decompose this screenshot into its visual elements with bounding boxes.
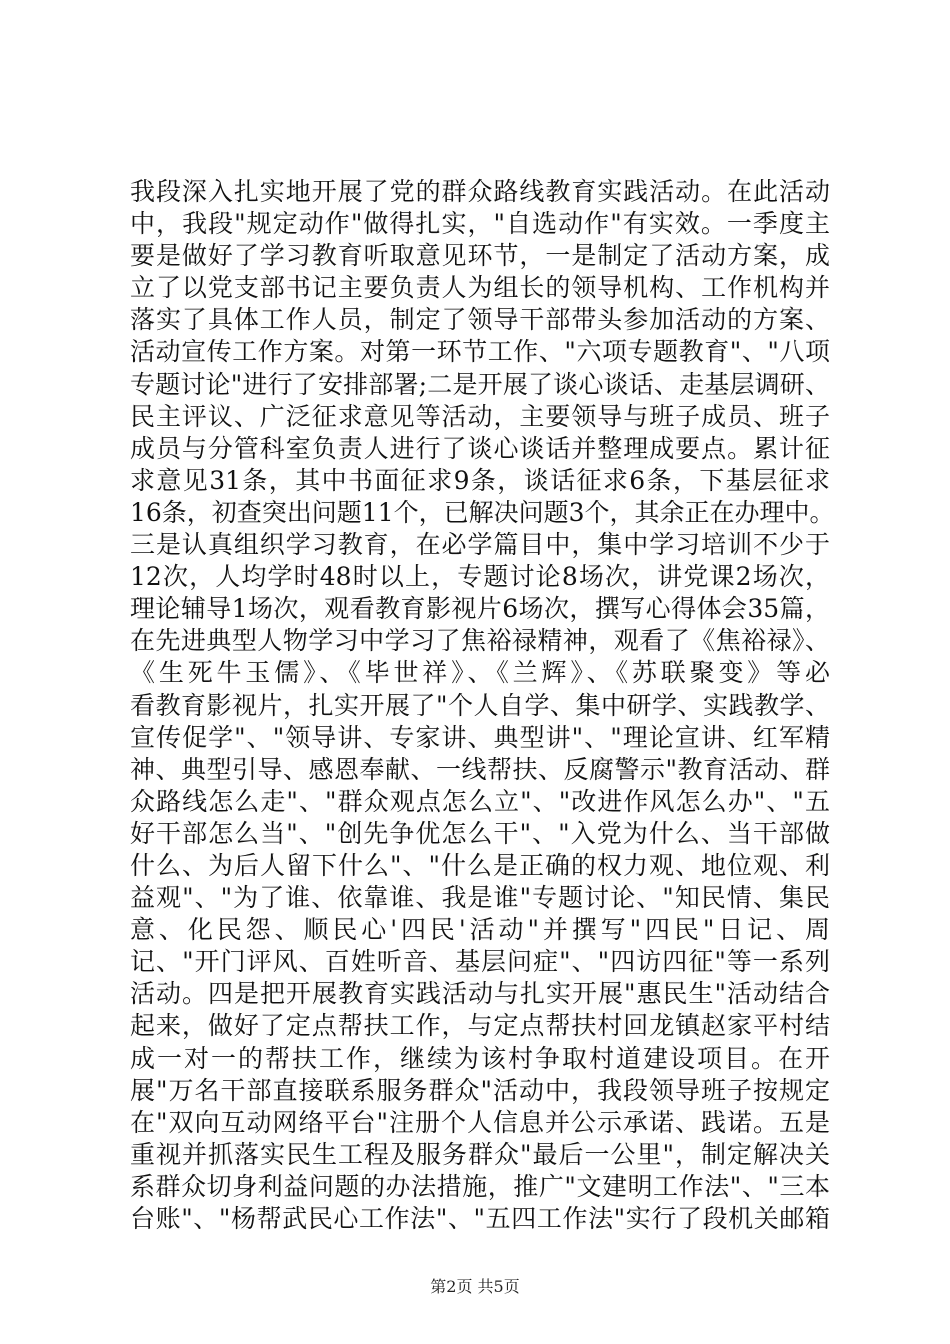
- text-line: 起来，做好了定点帮扶工作，与定点帮扶村回龙镇赵家平村结: [130, 1011, 830, 1041]
- text-line: 宣传促学"、"领导讲、专家讲、典型讲"、"理论宣讲、红军精: [130, 722, 830, 752]
- text-line: 益观"、"为了谁、依靠谁、我是谁"专题讨论、"知民情、集民: [130, 883, 830, 913]
- text-line: 16条，初查突出问题11个，已解决问题3个，其余正在办理中。: [130, 497, 835, 527]
- text-line: 台账"、"杨帮武民心工作法"、"五四工作法"实行了段机关邮箱: [130, 1204, 830, 1233]
- text-line: 《生死牛玉儒》、《毕世祥》、《兰辉》、《苏联聚变》等必: [130, 658, 830, 688]
- text-line: 专题讨论"进行了安排部署;二是开展了谈心谈话、走基层调研、: [130, 369, 830, 399]
- text-line: 什么、为后人留下什么"、"什么是正确的权力观、地位观、利: [130, 850, 830, 880]
- text-line: 神、典型引导、感恩奉献、一线帮扶、反腐警示"教育活动、群: [130, 754, 830, 784]
- text-line: 要是做好了学习教育听取意见环节，一是制定了活动方案，成: [130, 241, 830, 271]
- text-line: 我段深入扎实地开展了党的群众路线教育实践活动。在此活动: [130, 177, 830, 206]
- text-line: 落实了具体工作人员，制定了领导干部带头参加活动的方案、: [130, 305, 830, 335]
- text-line: 活动。四是把开展教育实践活动与扎实开展"惠民生"活动结合: [130, 979, 830, 1009]
- text-line: 众路线怎么走"、"群众观点怎么立"、"改进作风怎么办"、"五: [130, 786, 830, 816]
- text-line: 系群众切身利益问题的办法措施，推广"文建明工作法"、"三本: [130, 1171, 830, 1201]
- text-line: 理论辅导1场次，观看教育影视片6场次，撰写心得体会35篇，: [130, 594, 830, 624]
- text-line: 成员与分管科室负责人进行了谈心谈话并整理成要点。累计征: [130, 433, 830, 463]
- body-paragraph: [130, 176, 835, 1235]
- text-line: 看教育影视片，扎实开展了"个人自学、集中研学、实践教学、: [130, 690, 830, 720]
- text-line: 中，我段"规定动作"做得扎实，"自选动作"有实效。一季度主: [130, 209, 830, 239]
- text-line: 意、化民怨、顺民心'四民'活动"并撰写"四民"日记、周: [130, 915, 830, 945]
- text-line: 重视并抓落实民生工程及服务群众"最后一公里"，制定解决关: [130, 1139, 830, 1169]
- text-line: 好干部怎么当"、"创先争优怎么干"、"入党为什么、当干部做: [130, 818, 830, 848]
- text-line: 立了以党支部书记主要负责人为组长的领导机构、工作机构并: [130, 273, 830, 303]
- text-line: 民主评议、广泛征求意见等活动，主要领导与班子成员、班子: [130, 401, 830, 431]
- text-line: 三是认真组织学习教育，在必学篇目中，集中学习培训不少于: [130, 530, 830, 560]
- text-line: 在"双向互动网络平台"注册个人信息并公示承诺、践诺。五是: [130, 1107, 830, 1137]
- page-number-footer: 第2页 共5页: [430, 1277, 520, 1296]
- text-line: 成一对一的帮扶工作，继续为该村争取村道建设项目。在开: [130, 1043, 830, 1073]
- text-line: 活动宣传工作方案。对第一环节工作、"六项专题教育"、"八项: [130, 337, 830, 367]
- text-line: 展"万名干部直接联系服务群众"活动中，我段领导班子按规定: [130, 1075, 830, 1105]
- text-line: 求意见31条，其中书面征求9条，谈话征求6条，下基层征求: [130, 465, 830, 495]
- text-line: 记、"开门评风、百姓听音、基层问症"、"四访四征"等一系列: [130, 947, 830, 977]
- text-line: 在先进典型人物学习中学习了焦裕禄精神，观看了《焦裕禄》、: [130, 626, 830, 656]
- text-line: 12次，人均学时48时以上，专题讨论8场次，讲党课2场次，: [130, 562, 830, 592]
